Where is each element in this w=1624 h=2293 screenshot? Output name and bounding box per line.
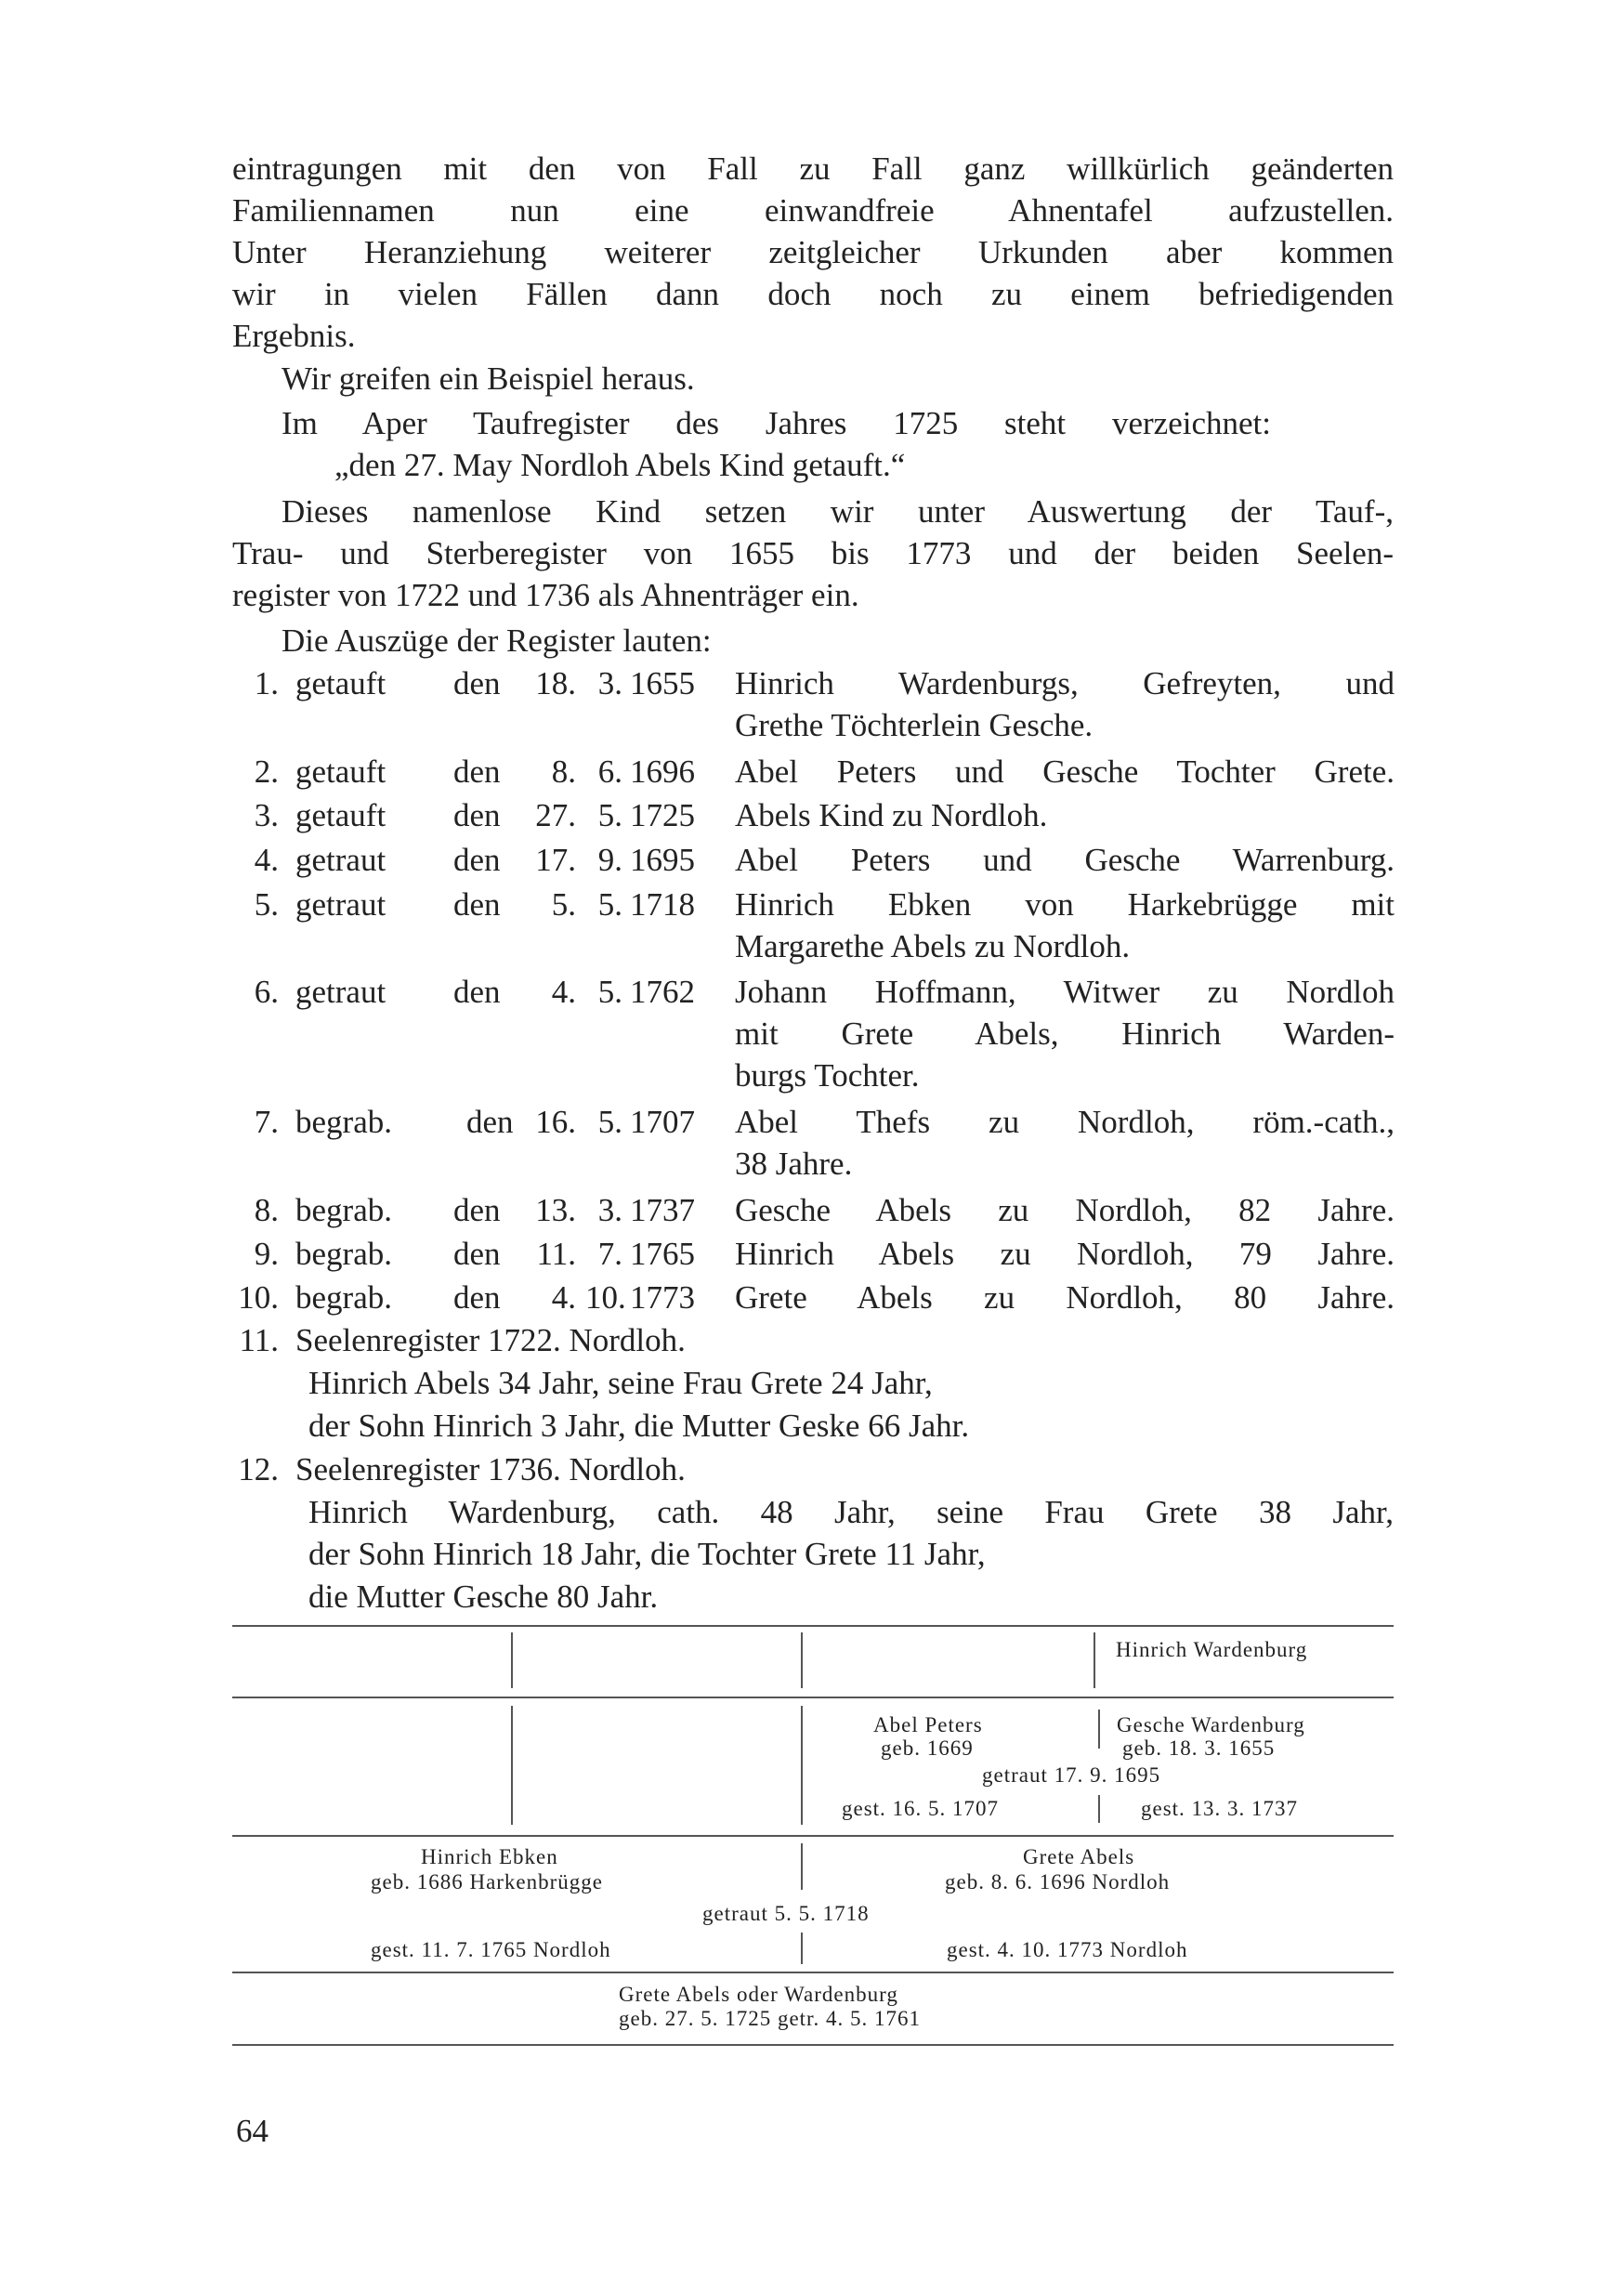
- entry-day: 16.: [535, 1104, 576, 1140]
- entry-continuation: 38 Jahre.: [735, 1146, 853, 1182]
- entry-month: 3.: [597, 1192, 622, 1228]
- entry-day: 13.: [535, 1192, 576, 1228]
- grandfather-born: geb. 1669: [881, 1736, 974, 1760]
- entry-den: den: [453, 665, 501, 701]
- tree-divider: [801, 1933, 803, 1964]
- entry-number: 1.: [254, 665, 279, 701]
- intro-line: Unter Heranziehung weiterer zeitgleicher Urkunden aber kommen: [232, 234, 1394, 270]
- analysis-line-last: register von 1722 und 1736 als Ahnenträger ein.: [232, 577, 859, 613]
- entry-den: den: [453, 974, 501, 1010]
- entry-den: den: [453, 1192, 501, 1228]
- entry-act: getraut: [295, 974, 386, 1010]
- entry-year: 1707: [630, 1104, 695, 1140]
- seelenregister-line: Hinrich Wardenburg, cath. 48 Jahr, seine Frau Grete 38 Jahr,: [308, 1494, 1394, 1530]
- entry-number: 5.: [254, 886, 279, 923]
- tree-divider: [801, 1632, 803, 1688]
- entry-day: 27.: [535, 797, 576, 833]
- entry-day: 4.: [551, 1279, 576, 1316]
- entry-den: den: [453, 1279, 501, 1316]
- entry-month: 10.: [585, 1279, 626, 1316]
- entry-text: Gesche Abels zu Nordloh, 82 Jahre.: [735, 1192, 1395, 1228]
- extracts-intro: Die Auszüge der Register lauten:: [282, 622, 712, 659]
- father-born: geb. 1686 Harkenbrügge: [371, 1870, 604, 1893]
- great-grandfather-name: Hinrich Wardenburg: [1116, 1638, 1308, 1661]
- entry-day: 5.: [551, 886, 576, 923]
- entry-text: Abels Kind zu Nordloh.: [735, 797, 1048, 833]
- tree-divider: [1098, 1710, 1100, 1749]
- intro-line: eintragungen mit den von Fall zu Fall ganz willkürlich geänderten: [232, 151, 1394, 187]
- register-entry: [223, 1101, 1403, 1145]
- entry-year: 1737: [630, 1192, 695, 1228]
- entry-year: 1773: [630, 1279, 695, 1316]
- entry-number: 9.: [254, 1236, 279, 1272]
- page-number: 64: [236, 2113, 268, 2149]
- entry-den: den: [453, 842, 501, 878]
- intro-line: Familiennamen nun eine einwandfreie Ahnentafel aufzustellen.: [232, 192, 1394, 229]
- entry-text: Hinrich Wardenburgs, Gefreyten, und: [735, 665, 1395, 701]
- entry-continuation: Margarethe Abels zu Nordloh.: [735, 928, 1131, 964]
- seelenregister-line: der Sohn Hinrich 3 Jahr, die Mutter Geske 66 Jahr.: [308, 1408, 970, 1444]
- entry-year: 1762: [630, 974, 695, 1010]
- entry-continuation: Grethe Töchterlein Gesche.: [735, 707, 1094, 743]
- proband-name: Grete Abels oder Wardenburg: [619, 1983, 898, 2006]
- entry-number: 11.: [239, 1322, 279, 1358]
- register-entry: [223, 1277, 1403, 1320]
- entry-number: 2.: [254, 753, 279, 790]
- grandmother-died: gest. 13. 3. 1737: [1141, 1797, 1299, 1820]
- grandmother-name: Gesche Wardenburg: [1117, 1713, 1305, 1736]
- seelenregister-line: Hinrich Abels 34 Jahr, seine Frau Grete 24 Jahr,: [308, 1365, 933, 1401]
- register-entry: [223, 794, 1403, 838]
- entry-month: 3.: [597, 665, 622, 701]
- grandfather-died: gest. 16. 5. 1707: [842, 1797, 1000, 1820]
- entry-day: 17.: [535, 842, 576, 878]
- seelenregister-line: die Mutter Gesche 80 Jahr.: [308, 1579, 659, 1615]
- entry-text: Hinrich Abels zu Nordloh, 79 Jahre.: [735, 1236, 1395, 1272]
- entry-den: den: [453, 886, 501, 923]
- analysis-line: Trau- und Sterberegister von 1655 bis 1773 und der beiden Seelen-: [232, 535, 1394, 571]
- entry-den: den: [453, 1236, 501, 1272]
- entry-act: begrab.: [295, 1279, 392, 1316]
- register-entry: [223, 839, 1403, 883]
- register-entry: [223, 662, 1403, 706]
- register-entry: [223, 751, 1403, 794]
- father-died: gest. 11. 7. 1765 Nordloh: [371, 1938, 611, 1961]
- tree-divider: [511, 1632, 513, 1688]
- entry-month: 7.: [597, 1236, 622, 1272]
- entry-month: 5.: [597, 886, 622, 923]
- entry-year: 1765: [630, 1236, 695, 1272]
- entry-number: 7.: [254, 1104, 279, 1140]
- mother-died: gest. 4. 10. 1773 Nordloh: [947, 1938, 1188, 1961]
- proband-dates: geb. 27. 5. 1725 getr. 4. 5. 1761: [619, 2007, 921, 2030]
- entry-day: 11.: [536, 1236, 576, 1272]
- entry-number: 3.: [254, 797, 279, 833]
- entry-den: den: [466, 1104, 514, 1140]
- entry-text: Johann Hoffmann, Witwer zu Nordloh: [735, 974, 1395, 1010]
- entry-day: 4.: [551, 974, 576, 1010]
- quote-line: „den 27. May Nordloh Abels Kind getauft.“: [334, 447, 906, 483]
- analysis-line: Dieses namenlose Kind setzen wir unter Auswertung der Tauf-,: [282, 493, 1394, 530]
- grandfather-name: Abel Peters: [873, 1713, 983, 1736]
- tree-divider: [511, 1706, 513, 1825]
- father-name: Hinrich Ebken: [421, 1845, 558, 1868]
- tree-divider: [1094, 1632, 1095, 1688]
- tree-rule: [232, 1835, 1394, 1837]
- grandparents-married: getraut 17. 9. 1695: [982, 1763, 1161, 1787]
- register-entry: [223, 1233, 1403, 1277]
- entry-number: 4.: [254, 842, 279, 878]
- entry-text: Abel Peters und Gesche Tochter Grete.: [735, 753, 1395, 790]
- entry-act: begrab.: [295, 1104, 392, 1140]
- tree-divider: [801, 1843, 803, 1890]
- entry-year: 1718: [630, 886, 695, 923]
- seelenregister-title: Seelenregister 1736. Nordloh.: [295, 1451, 686, 1487]
- entry-number: 10.: [238, 1279, 279, 1316]
- entry-den: den: [453, 797, 501, 833]
- intro-line-last: Ergebnis.: [232, 318, 356, 354]
- register-entry: [223, 971, 1403, 1015]
- entry-year: 1695: [630, 842, 695, 878]
- seelenregister-line: der Sohn Hinrich 18 Jahr, die Tochter Grete 11 Jahr,: [308, 1536, 986, 1572]
- entry-act: getauft: [295, 665, 386, 701]
- entry-year: 1725: [630, 797, 695, 833]
- entry-text: Abel Thefs zu Nordloh, röm.-cath.,: [735, 1104, 1395, 1140]
- register-entry: [223, 884, 1403, 927]
- entry-act: begrab.: [295, 1236, 392, 1272]
- entry-continuation: mit Grete Abels, Hinrich Warden-: [735, 1015, 1395, 1052]
- example-sentence: Wir greifen ein Beispiel heraus.: [282, 360, 695, 397]
- entry-act: getraut: [295, 842, 386, 878]
- entry-text: Hinrich Ebken von Harkebrügge mit: [735, 886, 1395, 923]
- seelenregister-title: Seelenregister 1722. Nordloh.: [295, 1322, 686, 1358]
- entry-act: getauft: [295, 753, 386, 790]
- entry-number: 12.: [238, 1451, 279, 1487]
- entry-text: Abel Peters und Gesche Warrenburg.: [735, 842, 1395, 878]
- register-entry: [223, 1189, 1403, 1233]
- register-line: Im Aper Taufregister des Jahres 1725 steht verzeichnet:: [282, 405, 1271, 441]
- entry-day: 8.: [551, 753, 576, 790]
- seelenregister-entry: [223, 1319, 1403, 1363]
- tree-rule: [232, 1972, 1394, 1973]
- mother-name: Grete Abels: [1023, 1845, 1135, 1868]
- entry-den: den: [453, 753, 501, 790]
- tree-rule: [232, 2044, 1394, 2046]
- parents-married: getraut 5. 5. 1718: [702, 1902, 870, 1925]
- entry-text: Grete Abels zu Nordloh, 80 Jahre.: [735, 1279, 1395, 1316]
- entry-day: 18.: [535, 665, 576, 701]
- seelenregister-entry: [223, 1448, 1403, 1492]
- entry-month: 5.: [597, 1104, 622, 1140]
- grandmother-born: geb. 18. 3. 1655: [1122, 1736, 1276, 1760]
- tree-divider: [1098, 1795, 1100, 1823]
- intro-line: wir in vielen Fällen dann doch noch zu einem befriedigenden: [232, 276, 1394, 312]
- entry-act: begrab.: [295, 1192, 392, 1228]
- entry-act: getauft: [295, 797, 386, 833]
- mother-born: geb. 8. 6. 1696 Nordloh: [945, 1870, 1171, 1893]
- tree-rule: [232, 1697, 1394, 1698]
- entry-month: 5.: [597, 797, 622, 833]
- entry-year: 1655: [630, 665, 695, 701]
- entry-number: 8.: [254, 1192, 279, 1228]
- entry-number: 6.: [254, 974, 279, 1010]
- entry-month: 9.: [597, 842, 622, 878]
- entry-continuation: burgs Tochter.: [735, 1057, 920, 1094]
- entry-month: 6.: [597, 753, 622, 790]
- entry-year: 1696: [630, 753, 695, 790]
- entry-act: getraut: [295, 886, 386, 923]
- entry-month: 5.: [597, 974, 622, 1010]
- tree-rule: [232, 1625, 1394, 1627]
- tree-divider: [801, 1706, 803, 1825]
